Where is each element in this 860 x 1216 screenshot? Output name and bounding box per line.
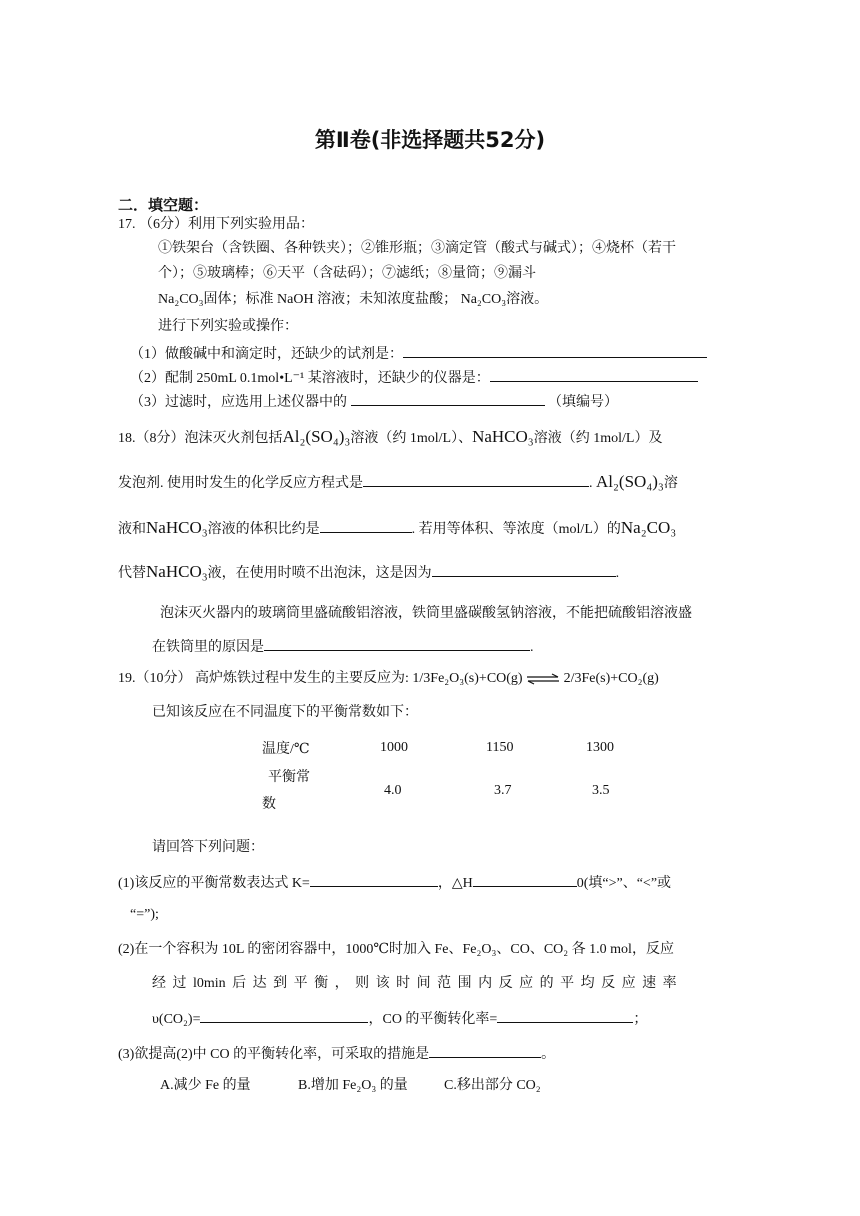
q19-part2-line1: (2)在一个容积为 10L 的密闭容器中，1000℃时加入 Fe、Fe₂O₃、CO、CO₂ 各 1.0 mol，反应 [118, 942, 674, 957]
formula-nahco3: NaHCO₃ [472, 427, 534, 446]
equilibrium-constant-table [262, 736, 646, 822]
q17-items-line1: ①铁架台（含铁圈、各种铁夹）；②锥形瓶；③滴定管（酸式与碱式）；④烧杯（若干 [158, 241, 676, 256]
formula-nahco3-2: NaHCO₃ [146, 518, 208, 537]
table-row [262, 760, 646, 822]
q17-part1 [130, 343, 707, 365]
q19-heading [118, 669, 659, 689]
page-title: 第Ⅱ卷(非选择题共52分) [314, 128, 546, 152]
option-a: A.减少 Fe 的量 [160, 1078, 251, 1093]
table-cell-label [262, 760, 380, 822]
q19-part3 [118, 1043, 555, 1065]
q19-part3-text: (3)欲提高(2)中 CO 的平衡转化率，可采取的措施是 [118, 1047, 430, 1062]
q18-iron-reason-blank[interactable] [264, 636, 530, 651]
q17-reagents: Na₂CO₃固体；标准 NaOH 溶液；未知浓度盐酸； Na₂CO₃溶液。 [158, 292, 549, 307]
q18-line1-a: 18.（8分）泡沫灭火剂包括 [118, 431, 283, 446]
q18-line5: 泡沫灭火器内的玻璃筒里盛硫酸铝溶液，铁筒里盛碳酸氢钠溶液，不能把硫酸铝溶液盛 [160, 606, 692, 621]
q18-line4-c: . [615, 566, 620, 581]
q19-rate-label: υ(CO₂)= [152, 1012, 201, 1027]
q17-part3 [130, 391, 618, 413]
option-b: B.增加 Fe₂O₃ 的量 [298, 1078, 408, 1093]
q19-k-expression-blank[interactable] [310, 872, 438, 887]
q18-line6 [152, 636, 534, 658]
q18-line3-a: 液和 [118, 522, 146, 537]
table-cell: 3.7 [494, 783, 512, 798]
q17-items-line2: 个）；⑤玻璃棒；⑥天平（含砝码）；⑦滤纸；⑧量筒；⑨漏斗 [158, 266, 536, 281]
q18-line6-a: 在铁筒里的原因是 [152, 640, 264, 655]
q19-part3-end: 。 [541, 1047, 556, 1062]
q18-line3-c: . 若用等体积、等浓度（mol/L）的 [411, 522, 621, 537]
q19-known: 已知该反应在不同温度下的平衡常数如下： [152, 705, 418, 720]
q18-line2-a: 发泡剂. 使用时发生的化学反应方程式是 [118, 476, 363, 491]
table-cell: 1000 [380, 740, 408, 755]
q17-part2-answer-blank[interactable] [490, 367, 698, 382]
table-cell: 1150 [486, 740, 514, 755]
q19-rate-blank[interactable] [200, 1008, 368, 1023]
q19-part1 [118, 872, 671, 894]
q18-equation-blank[interactable] [363, 472, 589, 487]
formula-al2so43-2: Al₂(SO₄)₃ [596, 472, 664, 491]
q19-answer-intro: 请回答下列问题： [152, 840, 264, 855]
option-c: C.移出部分 CO₂ [444, 1078, 541, 1093]
q17-part2-text: （2）配制 250mL 0.1mol•L⁻¹ 某溶液时，还缺少的仪器是： [130, 371, 490, 386]
q19-conversion-label: ，CO 的平衡转化率= [368, 1012, 498, 1027]
q18-line1 [118, 426, 662, 449]
q18-reason-blank[interactable] [432, 562, 616, 577]
q17-part1-answer-blank[interactable] [403, 343, 707, 358]
q17-intro: 进行下列实验或操作： [158, 319, 298, 334]
q18-line1-b: 溶液（约 1mol/L）、 [350, 431, 473, 446]
q19-heading-right: 2/3Fe(s)+CO₂(g) [563, 671, 659, 686]
q17-part3-text: （3）过滤时，应选用上述仪器中的 [130, 395, 347, 410]
q19-part2-line2: 经 过 l0min 后 达 到 平 衡 ， 则 该 时 间 范 围 内 反 应 的 平 均 反 应 速 率 [152, 976, 677, 991]
q18-line4-b: 液，在使用时喷不出泡沫，这是因为 [207, 566, 432, 581]
section-heading: 二．填空题： [118, 196, 209, 214]
table-cell: 3.5 [592, 783, 610, 798]
q19-heading-left: 19.（10分） 高炉炼铁过程中发生的主要反应为: 1/3Fe₂O₃(s)+CO(g) [118, 671, 523, 686]
table-cell: 1300 [586, 740, 614, 755]
q17-heading: 17. （6分）利用下列实验用品： [118, 217, 314, 232]
q19-part1-cont: “=”); [130, 907, 159, 922]
q18-line4 [118, 561, 619, 584]
q18-line1-c: 溶液（约 1mol/L）及 [533, 431, 663, 446]
q17-part3-answer-blank[interactable] [351, 391, 545, 406]
k-label-line1: 平衡常 [268, 770, 310, 785]
formula-al2so43: Al₂(SO₄)₃ [282, 427, 351, 446]
k-label-line2: 数 [262, 797, 276, 812]
formula-nahco3-3: NaHCO₃ [146, 562, 208, 581]
table-cell: 4.0 [384, 783, 402, 798]
k-table [262, 736, 646, 822]
table-cell-label: 温度/℃ [262, 742, 310, 757]
q18-line3 [118, 517, 676, 540]
q18-line4-a: 代替 [118, 566, 146, 581]
q19-part2-end: ； [633, 1012, 648, 1027]
q17-part1-text: （1）做酸碱中和滴定时，还缺少的试剂是： [130, 347, 403, 362]
q18-line2 [118, 471, 678, 494]
q17-part2 [130, 367, 698, 389]
q17-part3-suffix: （填编号） [548, 395, 618, 410]
q19-part1-fill: 0(填“>”、“<”或 [576, 876, 672, 891]
equilibrium-arrow-icon [526, 673, 560, 685]
q18-line2-b: . [589, 476, 593, 491]
q19-conversion-blank[interactable] [497, 1008, 633, 1023]
q18-line3-b: 溶液的体积比约是 [207, 522, 320, 537]
q19-part2-line3 [152, 1008, 647, 1030]
q19-dh-blank[interactable] [473, 872, 577, 887]
q18-ratio-blank[interactable] [320, 518, 412, 533]
table-row [262, 736, 646, 760]
q19-measure-blank[interactable] [429, 1043, 541, 1058]
q18-line2-c: 溶 [663, 476, 678, 491]
q18-line6-b: . [530, 640, 534, 655]
formula-na2co3: Na₂CO₃ [620, 518, 677, 537]
q19-part1-text: (1)该反应的平衡常数表达式 K= [118, 876, 310, 891]
q19-part1-dh: ，△H [437, 876, 473, 891]
